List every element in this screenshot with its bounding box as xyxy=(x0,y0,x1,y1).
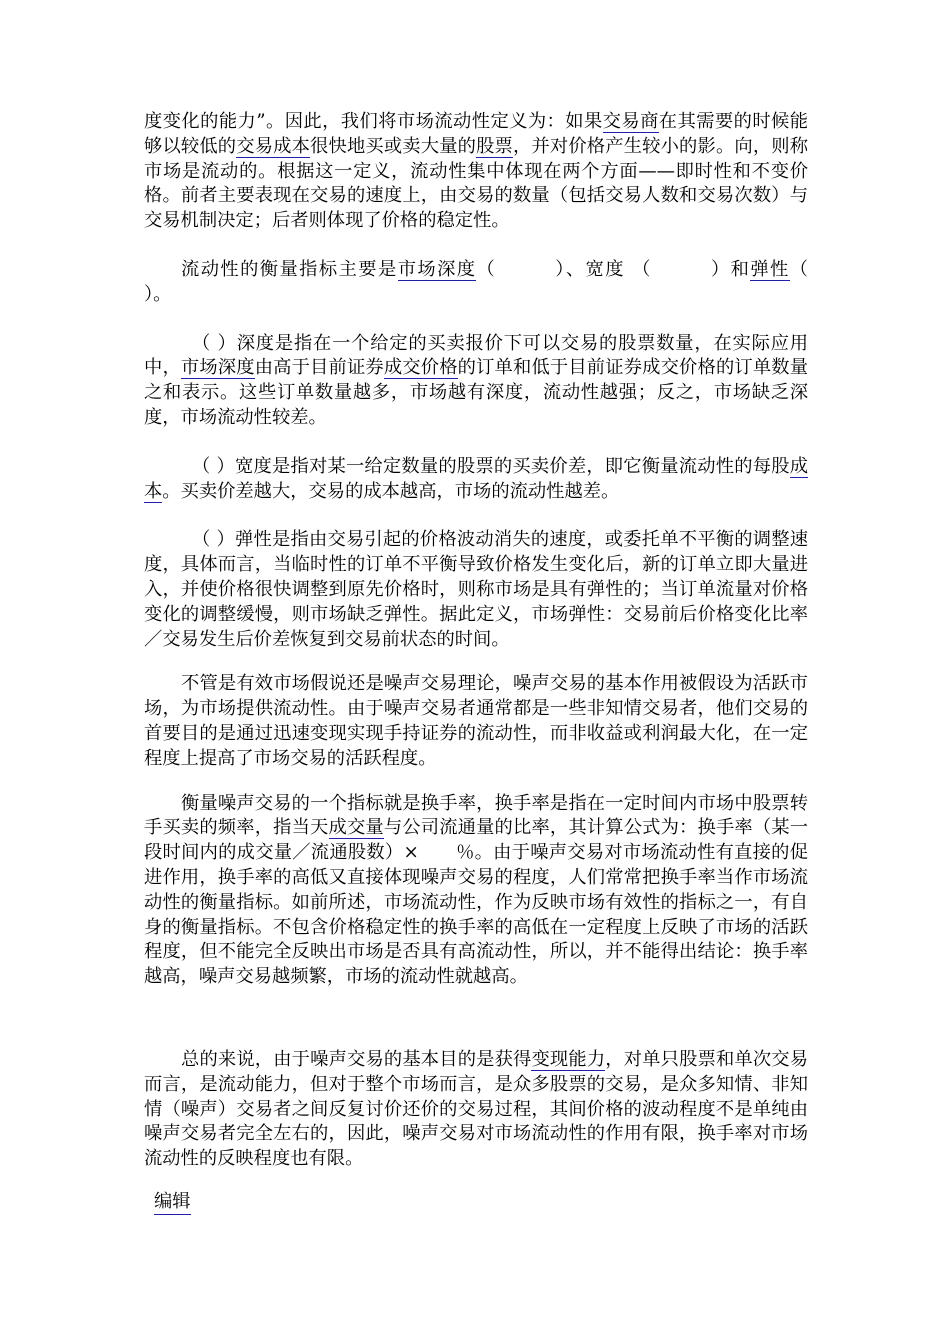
paragraph-depth: （ ）深度是指在一个给定的买卖报价下可以交易的股票数量，在实际应用中，市场深度由高于目前证券成交价格的订单和低于目前证券成交价格的订单数量之和表示。这些订单数量越多，市场越有深度，流动性越强；反之，市场缺乏深度，市场流动性较差。 xyxy=(144,332,809,428)
link-elasticity[interactable]: 弹性 xyxy=(750,258,790,280)
paragraph-liquidity-definition: 度变化的能力”。因此，我们将市场流动性定义为：如果交易商在其需要的时候能够以较低的交易成本很快地买或卖大量的股票，并对价格产生较小的影。向，则称市场是流动的。根据这一定义，流动性集中体现在两个方面——即时性和不变价格。前者主要表现在交易的速度上，由交易的数量（包括交易人数和交易次数）与交易机制决定；后者则体现了价格的稳定性。 xyxy=(144,111,809,232)
paragraph-measurement-indicators: 流动性的衡量指标主要是市场深度（ ）、宽度 （ ）和弹性（ ）。 xyxy=(144,258,900,305)
link-cost[interactable]: 成本 xyxy=(144,455,808,502)
paragraph-noise-trading: 不管是有效市场假说还是噪声交易理论，噪声交易的基本作用被假设为活跃市场，为市场提供流动性。由于噪声交易者通常都是一些非知情交易者，他们交易的首要目的是通过迅速变现实现手持证券的流动性，而非收益或利润最大化，在一定程度上提高了市场交易的活跃程度。 xyxy=(144,673,808,769)
link-transaction-cost[interactable]: 交易成本 xyxy=(236,135,311,157)
paragraph-turnover-rate: 衡量噪声交易的一个指标就是换手率，换手率是指在一定时间内市场中股票转手买卖的频率，指当天成交量与公司流通量的比率，其计算公式为：换手率（某一段时间内的成交量／流通股数）× ％。由于噪声交易对市场流动性有直接的促进作用，换手率的高低又直接体现噪声交易的程度，人们常常把换手率当作市场流动性的衡量指标。如前所述，市场流动性，作为反映市场有效性的指标之一，有自身的衡量指标。不包含价格稳定性的换手率的高低在一定程度上反映了市场的活跃程度，但不能完全反映出市场是否具有高流动性，所以，并不能得出结论：换手率越高，噪声交易越频繁，市场的流动性就越高。 xyxy=(144,792,809,988)
link-stock[interactable]: 股票 xyxy=(476,135,513,157)
link-market-depth-2[interactable]: 市场深度 xyxy=(180,357,255,379)
edit-link[interactable]: 编辑 xyxy=(154,1190,191,1215)
link-dealer[interactable]: 交易商 xyxy=(602,111,659,132)
paragraph-width: （ ）宽度是指对某一给定数量的股票的买卖价差，即它衡量流动性的每股成本。买卖价差越大，交易的成本越高，市场的流动性越差。 xyxy=(144,455,808,502)
paragraph-elasticity: （ ）弹性是指由交易引起的价格波动消失的速度，或委托单不平衡的调整速度，具体而言，当临时性的订单不平衡导致价格发生变化后，新的订单立即大量进入，并使价格很快调整到原先价格时，则称市场是具有弹性的；当订单流量对价格变化的调整缓慢，则市场缺乏弹性。据此定义，市场弹性：交易前后价格变化比率／交易发生后价差恢复到交易前状态的时间。 xyxy=(144,529,808,650)
document-body xyxy=(144,110,900,1172)
paragraph-summary: 总的来说，由于噪声交易的基本目的是获得变现能力，对单只股票和单次交易而言，是流动能力，但对于整个市场而言，是众多股票的交易，是众多知情、非知情（噪声）交易者之间反复讨价还价的交易过程，其间价格的波动程度不是单纯由噪声交易者完全左右的，因此，噪声交易对市场流动性的作用有限，换手率对市场流动性的反映程度也有限。 xyxy=(144,1048,809,1170)
link-market-depth[interactable]: 市场深度 xyxy=(397,258,477,280)
link-trade-price[interactable]: 成交价格 xyxy=(383,357,458,379)
link-liquidity-ability[interactable]: 变现能力 xyxy=(531,1048,606,1070)
link-trading-volume[interactable]: 成交量 xyxy=(328,817,384,839)
